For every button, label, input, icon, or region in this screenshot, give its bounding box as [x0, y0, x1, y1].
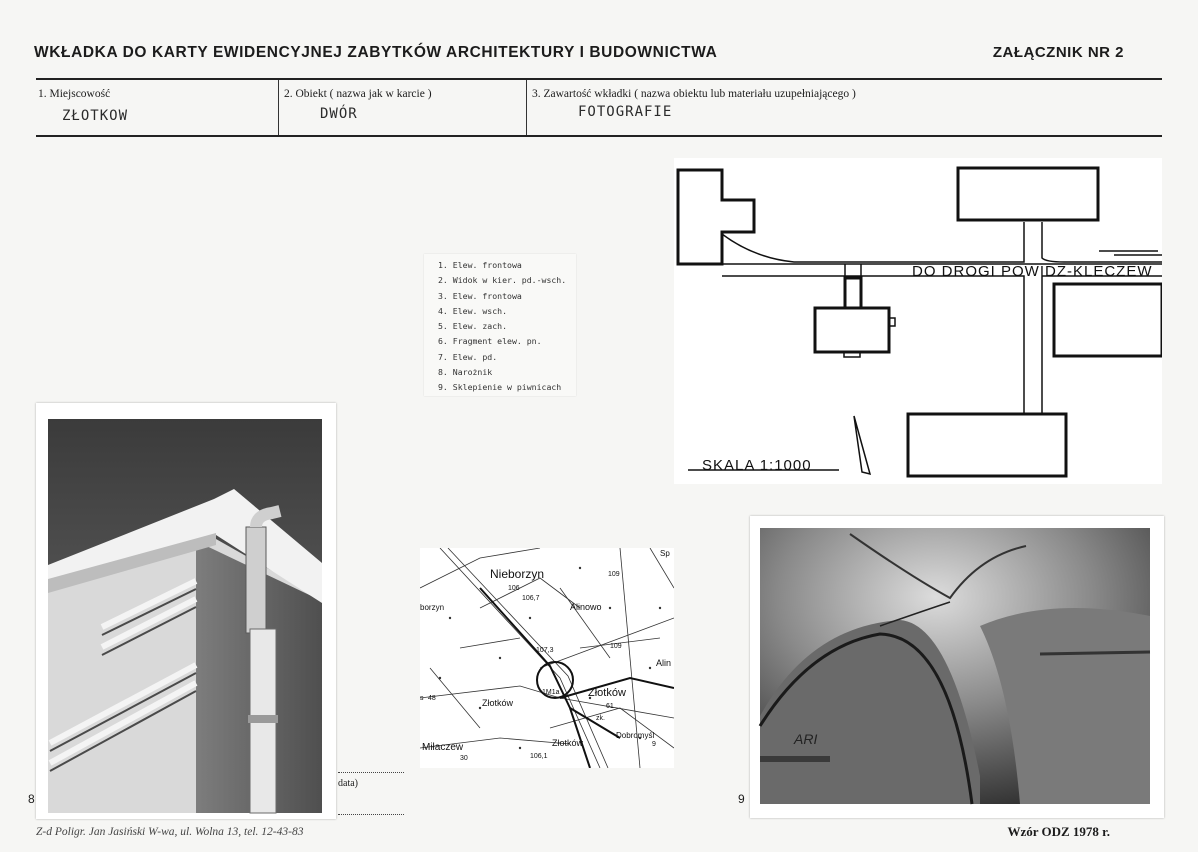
map-drawing — [420, 548, 674, 768]
photo-corner — [36, 403, 336, 819]
map-label: 9 — [652, 741, 656, 748]
map-label: 109 — [610, 643, 622, 650]
map-label: 106,7 — [522, 595, 540, 602]
legend-item: 5. Elew. zach. — [438, 321, 508, 332]
header-rule-bottom — [36, 135, 1162, 137]
site-plan-drawing — [674, 158, 1162, 484]
legend-item: 8. Narożnik — [438, 367, 493, 378]
location-map — [420, 548, 674, 768]
road-label: DO DROGI POWIDZ-KLECZEW — [912, 263, 1153, 280]
porch-outline — [845, 278, 861, 308]
map-label: 106,1 — [530, 753, 548, 760]
printer-imprint: Z-d Poligr. Jan Jasiński W-wa, ul. Wolna 13, tel. 12-43-83 — [36, 826, 304, 838]
map-label: Miłaczew — [422, 742, 464, 753]
header-rule-top — [36, 78, 1162, 80]
map-label: Złotków — [482, 698, 514, 708]
map-label: zk. — [596, 715, 605, 722]
annex-number: ZAŁĄCZNIK NR 2 — [992, 44, 1124, 61]
field-object-value: DWÓR — [320, 106, 358, 122]
manor-outline — [815, 308, 889, 352]
map-label: 107,3 — [536, 647, 554, 654]
legend-item: 4. Elew. wsch. — [438, 305, 508, 316]
field-divider — [278, 80, 279, 136]
date-label: data) — [338, 778, 358, 789]
map-label: Nieborzyn — [490, 567, 545, 581]
field-object-label: 2. Obiekt ( nazwa jak w karcie ) — [284, 88, 432, 100]
legend-item: 7. Elew. pd. — [438, 351, 498, 362]
photo-card-8 — [36, 403, 336, 819]
building-outline — [1054, 284, 1162, 356]
map-label: borzyn — [420, 603, 445, 612]
legend-item: 6. Fragment elew. pn. — [438, 336, 542, 347]
field-locality-value: ZŁOTKOW — [62, 108, 129, 124]
field-content-label: 3. Zawartość wkładki ( nazwa obiektu lub materiału uzupełniającego ) — [532, 88, 856, 100]
photo-number-8: 8 — [28, 792, 35, 806]
building-outline — [958, 168, 1098, 220]
photo-cellar-vault — [750, 516, 1164, 818]
site-plan — [674, 158, 1162, 484]
legend-item: 1. Elew. frontowa — [438, 260, 522, 270]
svg-text:ARI: ARI — [794, 731, 818, 747]
map-label: s — [420, 695, 424, 702]
map-label: 30 — [460, 755, 468, 762]
photo-legend — [424, 254, 576, 396]
map-label: Złotków — [588, 687, 626, 699]
map-label: 61 — [606, 703, 614, 710]
scale-label: SKALA 1:1000 — [702, 457, 812, 474]
field-content-value: FOTOGRAFIE — [578, 104, 673, 120]
map-label: 1M1a — [542, 689, 560, 696]
legend-item: 2. Widok w kier. pd.-wsch. — [438, 275, 567, 286]
photo-number-9: 9 — [738, 792, 745, 806]
map-label: Dobromyśl — [616, 731, 655, 740]
field-divider — [526, 80, 527, 136]
map-label: Alin — [656, 658, 672, 668]
map-label: Złotków — [552, 738, 584, 748]
field-locality-label: 1. Miejscowość — [38, 88, 111, 100]
photo-card-9 — [750, 516, 1164, 818]
legend-item: 3. Elew. frontowa — [438, 290, 522, 301]
map-label: 48 — [428, 695, 436, 702]
building-outline — [908, 414, 1066, 476]
map-label: 109 — [608, 571, 620, 578]
signature-line — [338, 814, 404, 815]
map-label: Sp — [660, 549, 670, 558]
map-label: 106 — [508, 585, 520, 592]
map-label: Alinowo — [570, 602, 602, 612]
legend-item: 9. Sklepienie w piwnicach — [438, 382, 562, 393]
date-line — [338, 772, 404, 773]
building-outline — [678, 170, 754, 264]
form-title: WKŁADKA DO KARTY EWIDENCYJNEJ ZABYTKÓW ARCHITEKTURY I BUDOWNICTWA — [34, 44, 718, 61]
form-version: Wzór ODZ 1978 r. — [1007, 824, 1110, 839]
